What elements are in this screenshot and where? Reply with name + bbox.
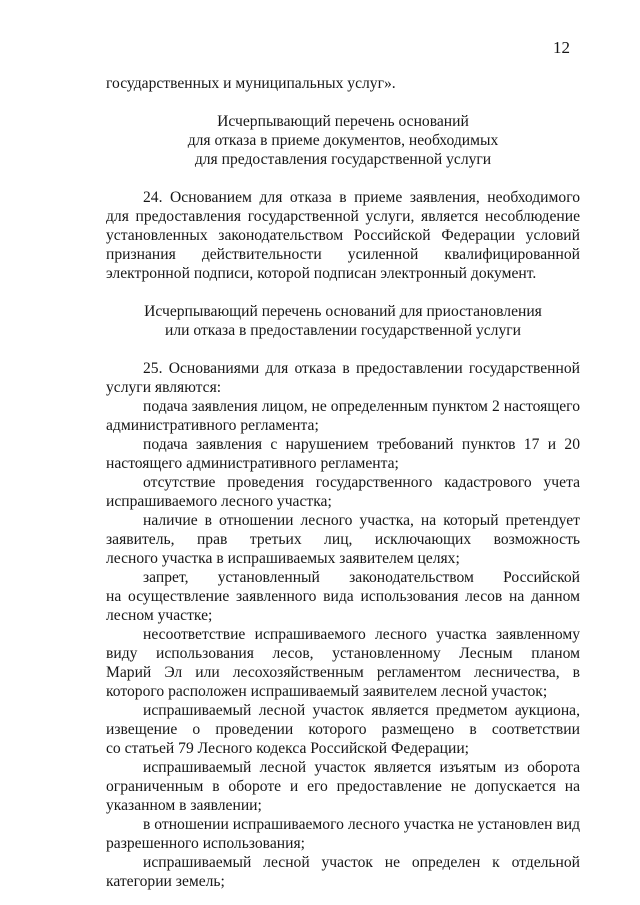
p25-line: на осуществление заявленного вида использования лесов на данном (106, 588, 580, 605)
p25-line: виду использования лесов, установленному Лесным планом (106, 645, 580, 662)
p25-line: Марий Эл или лесохозяйственным регламентом лесничества, в (106, 664, 580, 681)
heading-1-line: для предоставления государственной услуги (194, 151, 492, 168)
p25-line: административного регламента; (106, 417, 319, 434)
heading-1-line: для отказа в приеме документов, необходимых (187, 132, 499, 149)
p25-line: лесном участке; (106, 607, 213, 624)
p25-line: которого расположен испрашиваемый заявителем лесной участок; (106, 683, 548, 700)
p25-line: разрешенного использования; (106, 835, 305, 852)
p24-line: электронной подписи, которой подписан электронный документ. (106, 265, 537, 282)
p25-line: испрашиваемый лесной участок является предметом аукциона, (143, 702, 580, 719)
p25-line: подача заявления лицом, не определенным пунктом 2 настоящего (143, 398, 580, 415)
p25-line: со статьей 79 Лесного кодекса Российской Федерации; (106, 740, 470, 757)
document-body (106, 74, 580, 891)
p25-line: испрашиваемого лесного участка; (106, 493, 332, 510)
p24-line: признания действительности усиленной квалифицированной (106, 246, 580, 263)
p25-line: испрашиваемый лесной участок не определен к отдельной (143, 854, 580, 871)
p25-line: лесного участка в испрашиваемых заявителем целях; (106, 550, 460, 567)
p25-line: подача заявления с нарушением требований пунктов 17 и 20 (143, 436, 580, 453)
p25-line: ограниченным в обороте и его предоставление не допускается на (106, 778, 580, 795)
p25-line: запрет, установленный законодательством Российской (143, 569, 580, 586)
p25-line: отсутствие проведения государственного кадастрового учета (143, 474, 580, 491)
p24-line: установленных законодательством Российской Федерации условий (106, 227, 580, 244)
p25-line: указанном в заявлении; (106, 797, 262, 814)
heading-2-line: или отказа в предоставлении государственной услуги (165, 322, 521, 339)
page-number: 12 (553, 38, 570, 57)
p25-line: в отношении испрашиваемого лесного участка не установлен вид (143, 816, 580, 833)
p25-line: услуги являются: (106, 379, 222, 396)
p25-line: заявитель, прав третьих лиц, исключающих возможность (106, 531, 580, 548)
p25-line: категории земель; (106, 873, 225, 890)
heading-1-line: Исчерпывающий перечень оснований (217, 113, 469, 130)
p24-line: для предоставления государственной услуги, является несоблюдение (106, 208, 580, 225)
p25-line: 25. Основаниями для отказа в предоставлении государственной (143, 360, 580, 377)
p25-line: испрашиваемый лесной участок является изъятым из оборота (143, 759, 580, 776)
p24-line: 24. Основанием для отказа в приеме заявления, необходимого (143, 189, 580, 206)
p25-line: настоящего административного регламента; (106, 455, 399, 472)
p25-line: наличие в отношении лесного участка, на который претендует (143, 512, 580, 529)
heading-2-line: Исчерпывающий перечень оснований для приостановления (144, 303, 542, 320)
intro-line: государственных и муниципальных услуг». (106, 75, 396, 92)
p25-line: извещение о проведении которого размещено в соответствии (106, 721, 580, 738)
p25-line: несоответствие испрашиваемого лесного участка заявленному (143, 626, 580, 643)
